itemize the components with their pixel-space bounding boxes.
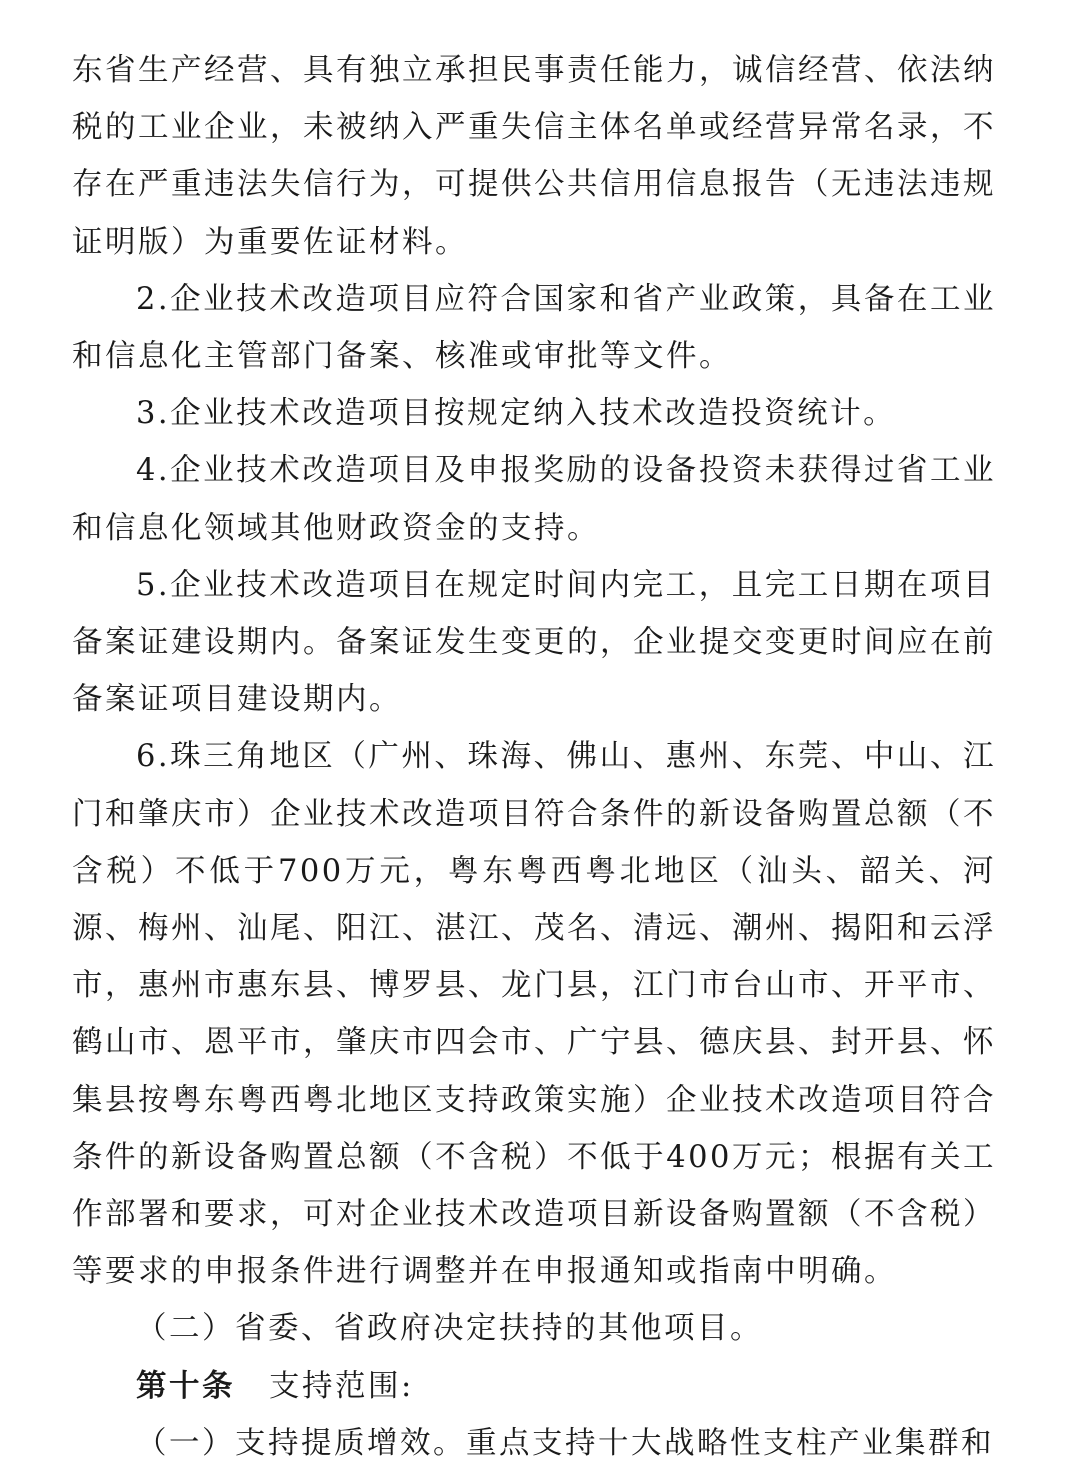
article-title: 支持范围: — [269, 1368, 414, 1404]
paragraph-item-4: 4.企业技术改造项目及申报奖励的设备投资未获得过省工业和信息化领域其他财政资金的支持。 — [72, 453, 996, 546]
paragraph-eligibility-continued: 东省生产经营、具有独立承担民事责任能力，诚信经营、依法纳税的工业企业，未被纳入严重失信主体名单或经营异常名录，不存在严重违法失信行为，可提供公共信用信息报告（无违法违规证明版）为重要佐证材料。 — [72, 53, 996, 260]
paragraph-support-quality: （一）支持提质增效。重点支持十大战略性支柱产业集群和 — [136, 1425, 994, 1461]
paragraph-item-6: 6.珠三角地区（广州、珠海、佛山、惠州、东莞、中山、江门和肇庆市）企业技术改造项目符合条件的新设备购置总额（不含税）不低于700万元，粤东粤西粤北地区（汕头、韶关、河源、梅州、汕尾、阳江、湛江、茂名、清远、潮州、揭阳和云浮市，惠州市惠东县、博罗县、龙门县，江门市台山市、开平市、鹤山市、恩平市，肇庆市四会市、广宁县、德庆县、封开县、怀集县按粤东粤西粤北地区支持政策实施）企业技术改造项目符合条件的新设备购置总额（不含税）不低于400万元；根据有关工作部署和要求，可对企业技术改造项目新设备购置额（不含税）等要求的申报条件进行调整并在申报通知或指南中明确。 — [72, 739, 996, 1290]
article-number: 第十条 — [136, 1367, 235, 1404]
paragraph-item-5: 5.企业技术改造项目在规定时间内完工，且完工日期在项目备案证建设期内。备案证发生变更的，企业提交变更时间应在前备案证项目建设期内。 — [72, 567, 996, 718]
paragraph-other-projects: （二）省委、省政府决定扶持的其他项目。 — [136, 1311, 763, 1347]
paragraph-item-2: 2.企业技术改造项目应符合国家和省产业政策，具备在工业和信息化主管部门备案、核准或审批等文件。 — [72, 281, 996, 375]
paragraph-item-3: 3.企业技术改造项目按规定纳入技术改造投资统计。 — [136, 396, 897, 432]
article-heading — [72, 1358, 996, 1415]
document-body — [72, 42, 996, 1472]
